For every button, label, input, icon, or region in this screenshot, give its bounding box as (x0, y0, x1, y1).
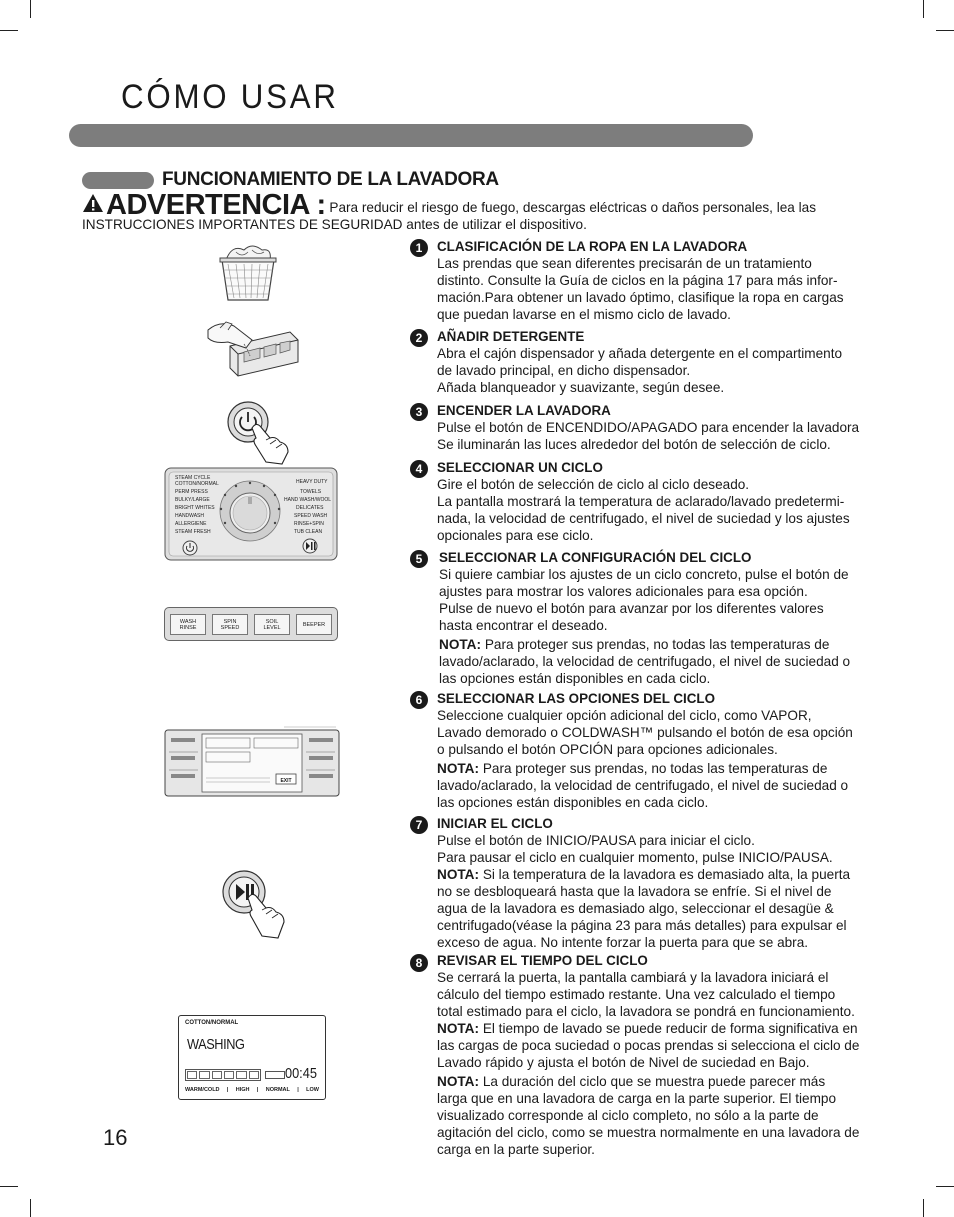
step-title: CLASIFICACIÓN DE LA ROPA EN LA LAVADORA (437, 239, 748, 254)
step-line: ajustes para mostrar los valores adicionales para esa opción. (439, 584, 808, 599)
step-line: nada, la velocidad de centrifugado, el nivel de suciedad y los ajustes (437, 511, 850, 526)
step-title: SELECCIONAR LA CONFIGURACIÓN DEL CICLO (439, 550, 752, 565)
spin-speed-button[interactable]: SPIN SPEED (212, 614, 248, 635)
crop-mark (30, 1199, 31, 1217)
step-6 (437, 690, 871, 811)
step-title: REVISAR EL TIEMPO DEL CICLO (437, 953, 648, 968)
step-line: que puedan lavarse en el mismo ciclo de lavado. (437, 307, 731, 322)
note-line: larga que en una lavadora de carga en la parte superior. El tiempo (437, 1091, 837, 1106)
step-line: hasta encontrar el deseado. (439, 618, 608, 633)
note-line: carga en la parte superior. (437, 1142, 595, 1157)
note-label: NOTA: (439, 637, 482, 652)
display-settings: WARM/COLD | HIGH | NORMAL | LOW (185, 1087, 319, 1093)
step-line: Añada blanqueador y suavizante, según desee. (437, 380, 725, 395)
crop-mark (936, 30, 954, 31)
option-buttons-strip (164, 607, 338, 641)
note-line: centrifugado(véase la página 23 para más detalles) para expulsar el (437, 918, 847, 933)
note-line: las cargas de poca suciedad o pocas prendas si selecciona el ciclo de (437, 1038, 860, 1053)
note-line: agua de la lavadora es demasiado algo, seleccionar el desagüe & (437, 901, 834, 916)
step-line: Abra el cajón dispensador y añada detergente en el compartimento (437, 346, 843, 361)
note-line: Si la temperatura de la lavadora es demasiado alta, la puerta (482, 867, 851, 882)
crop-mark (923, 1199, 924, 1217)
display-icons (185, 1069, 261, 1081)
step-4 (437, 459, 871, 544)
note-line: las opciones están disponibles en cada ciclo. (437, 795, 709, 810)
crop-mark (0, 1186, 18, 1187)
warning-text: Para reducir el riesgo de fuego, descargas eléctricas o daños personales, lea las INSTRUCCIONES IMPORTANTES DE SEGURIDAD antes de utilizar el dispositivo. (82, 200, 817, 232)
section-pill (82, 172, 154, 189)
step-2 (437, 328, 871, 396)
note-line: las opciones están disponibles en cada ciclo. (439, 671, 711, 686)
note-line: visualizado corresponde al ciclo completo, no sólo a la parte de (437, 1108, 819, 1123)
warning-block (82, 189, 882, 233)
step-line: Pulse el botón de ENCENDIDO/APAGADO para encender la lavadora (437, 420, 860, 435)
note-line: lavado/aclarado, la velocidad de centrifugado, el nivel de suciedad o (437, 778, 849, 793)
step-line: Se iluminarán las luces alrededor del botón de selección de ciclo. (437, 437, 831, 452)
step-line: mación.Para obtener un lavado óptimo, clasifique la ropa en cargas (437, 290, 844, 305)
laundry-basket-icon (218, 240, 278, 309)
exit-button[interactable]: EXIT (280, 778, 292, 784)
note-line: lavado/aclarado, la velocidad de centrifugado, el nivel de suciedad o (439, 654, 851, 669)
note-line: no se desbloqueará hasta que la lavadora se enfríe. Si el nivel de (437, 884, 832, 899)
svg-text:COTTON/NORMAL: COTTON/NORMAL (175, 481, 219, 487)
step-line: distinto. Consulte la Guía de ciclos en la página 17 para más infor- (437, 273, 838, 288)
detergent-drawer-icon (200, 318, 300, 389)
step-title: INICIAR EL CICLO (437, 816, 553, 831)
step-line: opcionales para ese ciclo. (437, 528, 594, 543)
step-line: Se cerrará la puerta, la pantalla cambiará y la lavadora iniciará el (437, 970, 829, 985)
warning-triangle-icon (82, 193, 104, 217)
svg-text:PERM PRESS: PERM PRESS (175, 489, 208, 495)
warning-heading: ADVERTENCIA : (106, 189, 326, 221)
step-line: Gire el botón de selección de ciclo al ciclo deseado. (437, 477, 750, 492)
note-label: NOTA: (437, 867, 480, 882)
note-label: NOTA: (437, 1021, 480, 1036)
crop-mark (936, 1186, 954, 1187)
note-label: NOTA: (437, 761, 480, 776)
crop-mark (0, 30, 18, 31)
note-line: El tiempo de lavado se puede reducir de forma significativa en (482, 1021, 858, 1036)
wash-rinse-button[interactable]: WASH RINSE (170, 614, 206, 635)
crop-mark (30, 0, 31, 18)
beeper-button[interactable]: BEEPER (296, 614, 332, 635)
title-bar (69, 124, 753, 147)
step-5 (439, 549, 873, 687)
step-1 (437, 238, 871, 323)
svg-text:TOWELS: TOWELS (300, 489, 322, 495)
page-title: CÓMO USAR (121, 78, 339, 116)
step-line: Seleccione cualquier opción adicional del ciclo, como VAPOR, (437, 708, 812, 723)
step-number: 7 (410, 816, 428, 834)
note-label: NOTA: (437, 1074, 480, 1089)
step-line: Las prendas que sean diferentes precisarán de un tratamiento (437, 256, 812, 271)
options-screen-panel (164, 726, 340, 803)
section-title: FUNCIONAMIENTO DE LA LAVADORA (162, 169, 499, 190)
start-pause-button-press-icon (218, 868, 290, 947)
soil-level-button[interactable]: SOIL LEVEL (254, 614, 290, 635)
step-title: ENCENDER LA LAVADORA (437, 403, 611, 418)
svg-text:ALLERGIENE: ALLERGIENE (175, 521, 207, 527)
step-7 (437, 815, 871, 951)
page-number: 16 (103, 1125, 128, 1150)
display-time: 00:45 (285, 1065, 317, 1082)
svg-text:RINSE+SPIN: RINSE+SPIN (294, 521, 324, 527)
step-line: de lavado principal, en dicho dispensador. (437, 363, 691, 378)
step-number: 8 (410, 954, 428, 972)
step-number: 5 (410, 550, 428, 568)
step-line: cálculo del tiempo estimado restante. Una vez calculado el tiempo (437, 987, 836, 1002)
step-title: SELECCIONAR UN CICLO (437, 460, 603, 475)
step-line: Si quiere cambiar los ajustes de un ciclo concreto, pulse el botón de (439, 567, 849, 582)
svg-text:HANDWASH: HANDWASH (175, 513, 204, 519)
step-number: 6 (410, 691, 428, 709)
crop-mark (923, 0, 924, 18)
step-number: 2 (410, 329, 428, 347)
step-title: SELECCIONAR LAS OPCIONES DEL CICLO (437, 691, 716, 706)
note-line: Para proteger sus prendas, no todas las temperaturas de (484, 637, 830, 652)
step-line: La pantalla mostrará la temperatura de aclarado/lavado predetermi- (437, 494, 845, 509)
step-title: AÑADIR DETERGENTE (437, 329, 585, 344)
step-3 (437, 402, 871, 453)
svg-text:SPEED WASH: SPEED WASH (294, 513, 328, 519)
step-line: Pulse de nuevo el botón para avanzar por los diferentes valores (439, 601, 824, 616)
note-line: exceso de agua. No intente forzar la puerta para que se abra. (437, 935, 809, 950)
note-line: agitación del ciclo, como se muestra normalmente en una lavadora de (437, 1125, 860, 1140)
step-line: Pulse el botón de INICIO/PAUSA para iniciar el ciclo. (437, 833, 755, 848)
display-status: WASHING (187, 1036, 245, 1053)
svg-text:STEAM FRESH: STEAM FRESH (175, 529, 211, 535)
svg-text:BRIGHT WHITES: BRIGHT WHITES (175, 505, 215, 511)
svg-text:STEAM CYCLE: STEAM CYCLE (175, 475, 211, 481)
step-number: 4 (410, 460, 428, 478)
svg-text:BULKY/LARGE: BULKY/LARGE (175, 497, 210, 503)
step-line: total estimado para el ciclo, la lavadora se pondrá en funcionamiento. (437, 1004, 855, 1019)
note-line: Para proteger sus prendas, no todas las temperaturas de (482, 761, 828, 776)
lcd-display (178, 1015, 326, 1100)
step-line: Lavado demorado o COLDWASH™ pulsando el botón de esa opción (437, 725, 853, 740)
power-button-press-icon (226, 400, 296, 473)
step-line: Para pausar el ciclo en cualquier momento, pulse INICIO/PAUSA. (437, 850, 833, 865)
step-number: 3 (410, 403, 428, 421)
step-line: o pulsando el botón OPCIÓN para opciones adicionales. (437, 742, 778, 757)
step-number: 1 (410, 239, 428, 257)
display-cycle: COTTON/NORMAL (185, 1020, 239, 1026)
svg-text:HAND WASH/WOOL: HAND WASH/WOOL (284, 497, 332, 503)
step-8 (437, 952, 871, 1158)
svg-text:HEAVY DUTY: HEAVY DUTY (296, 479, 328, 485)
note-line: Lavado rápido y ajusta el botón de Nivel de suciedad en Bajo. (437, 1055, 810, 1070)
control-panel-dial (164, 467, 338, 566)
svg-text:TUB CLEAN: TUB CLEAN (294, 529, 323, 535)
svg-text:DELICATES: DELICATES (296, 505, 324, 511)
note-line: La duración del ciclo que se muestra puede parecer más (482, 1074, 826, 1089)
